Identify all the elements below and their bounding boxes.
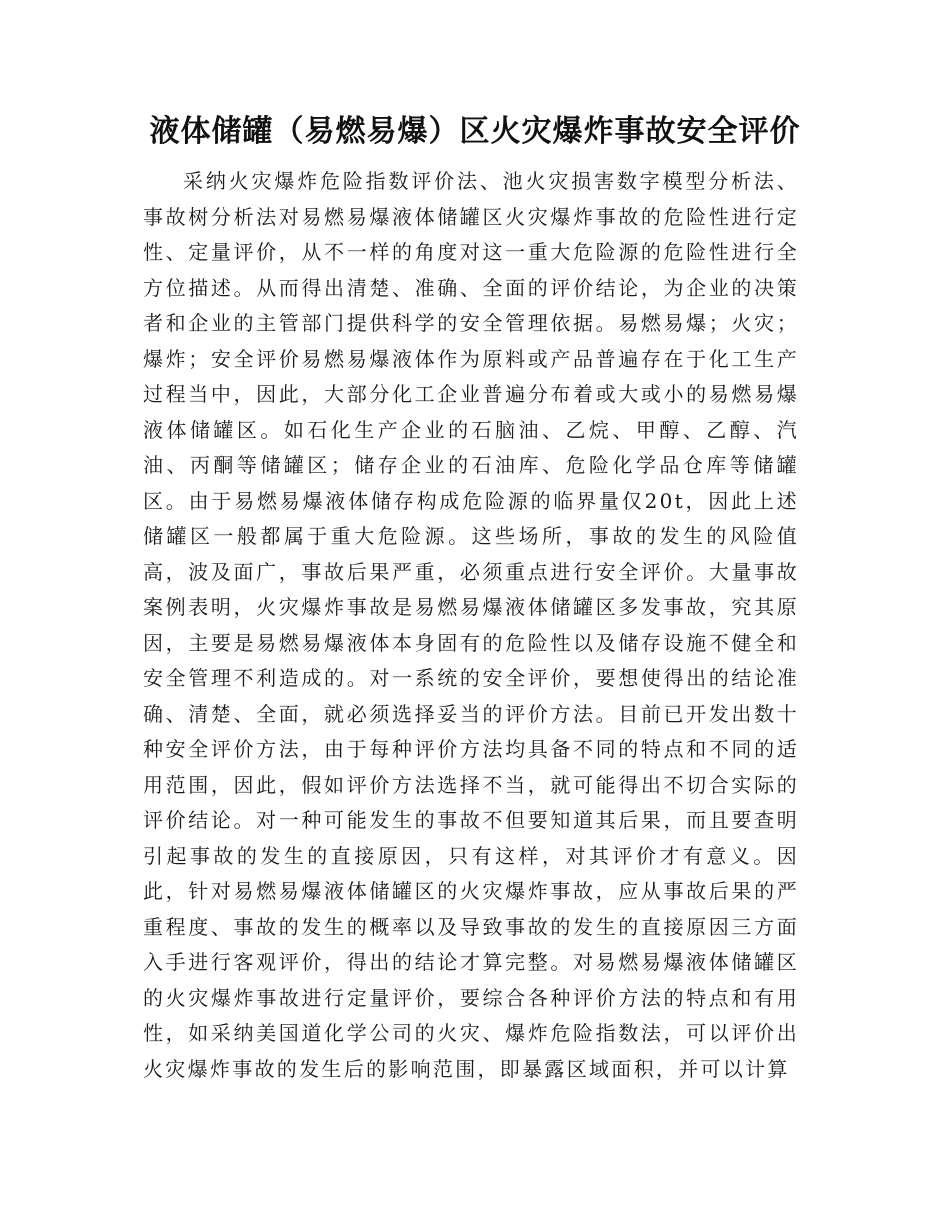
body-paragraph: 采纳火灾爆炸危险指数评价法、池火灾损害数字模型分析法、事故树分析法对易燃易爆液体储罐区火灾爆炸事故的危险性进行定性、定量评价，从不一样的角度对这一重大危险源的危险性进行全方位描述。从而得出清楚、准确、全面的评价结论，为企业的决策者和企业的主管部门提供科学的安全管理依据。易燃易爆；火灾；爆炸；安全评价易燃易爆液体作为原料或产品普遍存在于化工生产过程当中，因此，大部分化工企业普遍分布着或大或小的易燃易爆液体储罐区。如石化生产企业的石脑油、乙烷、甲醇、乙醇、汽油、丙酮等储罐区；储存企业的石油库、危险化学品仓库等储罐区。由于易燃易爆液体储存构成危险源的临界量仅20t，因此上述储罐区一般都属于重大危险源。这些场所，事故的发生的风险值高，波及面广，事故后果严重，必须重点进行安全评价。大量事故案例表明，火灾爆炸事故是易燃易爆液体储罐区多发事故，究其原因，主要是易燃易爆液体本身固有的危险性以及储存设施不健全和安全管理不利造成的。对一系统的安全评价，要想使得出的结论准确、清楚、全面，就必须选择妥当的评价方法。目前已开发出数十种安全评价方法，由于每种评价方法均具备不同的特点和不同的适用范围，因此，假如评价方法选择不当，就可能得出不切合实际的评价结论。对一种可能发生的事故不但要知道其后果，而且要查明引起事故的发生的直接原因，只有这样，对其评价才有意义。因此，针对易燃易爆液体储罐区的火灾爆炸事故，应从事故后果的严重程度、事故的发生的概率以及导致事故的发生的直接原因三方面入手进行客观评价，得出的结论才算完整。对易燃易爆液体储罐区的火灾爆炸事故进行定量评价，要综合各种评价方法的特点和有用性，如采纳美国道化学公司的火灾、爆炸危险指数法，可以评价出火灾爆炸事故的发生后的影响范围，即暴露区域面积，并可以计算 bbox=[143, 169, 799, 1081]
document-title: 液体储罐（易燃易爆）区火灾爆炸事故安全评价 bbox=[149, 114, 801, 149]
